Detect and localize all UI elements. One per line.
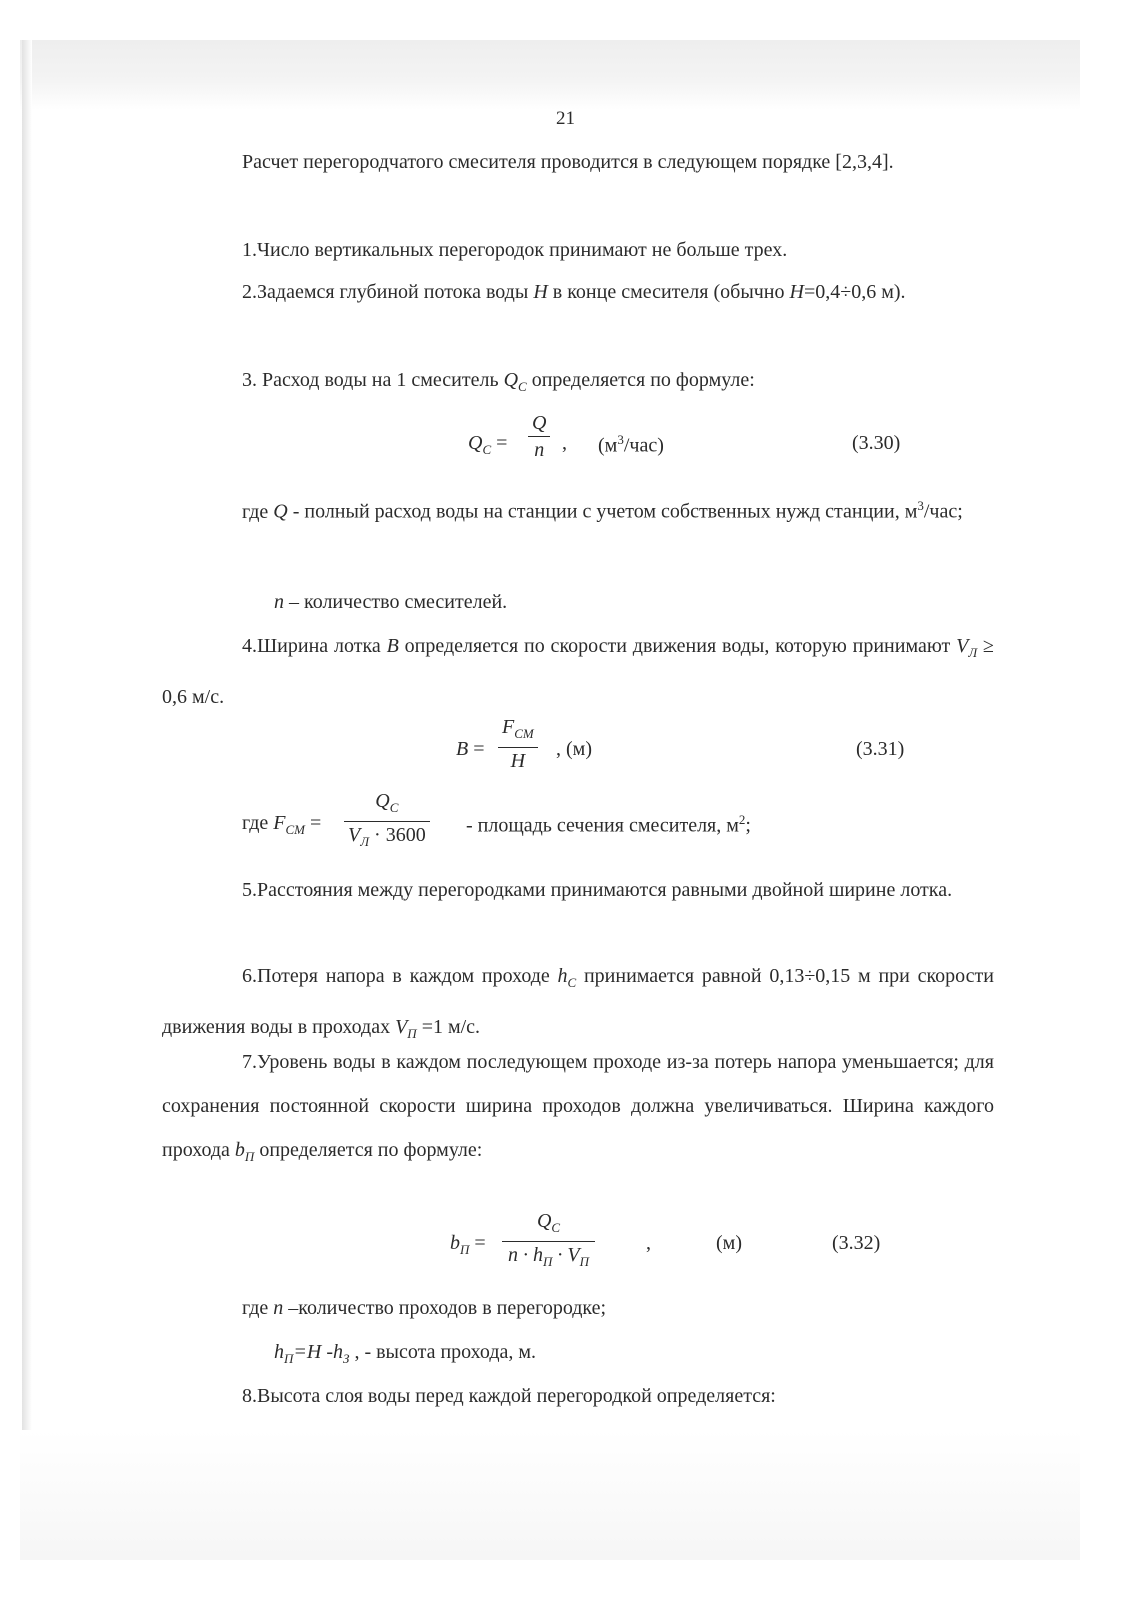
equation-number-3-30: (3.30) <box>852 432 901 454</box>
equation-number-3-31: (3.31) <box>856 738 905 760</box>
paragraph-step-6: 6.Потеря напора в каждом проходе $h_C$ принимается равной 0,13÷0,15 м при скорости движения воды в проходах $V_П =1$ м/с. <box>162 965 994 1041</box>
formula-f-cm-fraction: $Q_C$ $V_Л \cdot 3600$ <box>344 788 430 855</box>
scan-shadow-left <box>22 40 32 1520</box>
page-number: 21 <box>556 108 575 129</box>
formula-3-30-fraction: $\frac{Q}{n}$ <box>528 410 550 463</box>
formula-3-31-fraction: $F_{CM}$ H <box>498 714 538 774</box>
paragraph-h-definition: $h_П=H$ $-h_З$ , - высота прохода, м. <box>274 1341 537 1366</box>
paragraph-step-5: 5.Расстояния между перегородками принимаются равными двойной ширине лотка. <box>242 879 953 901</box>
paragraph-n-definition: n – количество смесителей. <box>274 591 508 613</box>
scan-shadow-top <box>20 40 1080 110</box>
equation-number-3-32: (3.32) <box>832 1232 881 1254</box>
scan-shadow-bottom <box>20 1430 1080 1560</box>
paragraph-intro: Расчет перегородчатого смесителя проводится в следующем порядке [2,3,4]. <box>242 151 894 173</box>
paragraph-step-1: 1.Число вертикальных перегородок принимают не больше трех. <box>242 239 788 261</box>
paragraph-step-4: 4.Ширина лотка B определяется по скорости движения воды, которую принимают $V_Л \ge 0,6$ м/с. <box>162 635 994 708</box>
paragraph-step-3: 3. Расход воды на 1 смеситель $Q_C$ определяется по формуле: <box>242 369 755 394</box>
paragraph-where-330: где Q - полный расход воды на станции с учетом собственных нужд станции, $м^3$/час; <box>242 498 963 523</box>
formula-3-32-fraction: $Q_C$ $n \cdot h_П \cdot V_П$ <box>502 1208 595 1275</box>
paragraph-step-8: 8.Высота слоя воды перед каждой перегородкой определяется: <box>242 1385 776 1407</box>
paragraph-step-2: 2.Задаемся глубиной потока воды H в конце смесителя (обычно H=0,4÷0,6 м). <box>242 281 906 303</box>
paragraph-where-332: где n –количество проходов в перегородке; <box>242 1297 607 1319</box>
paragraph-step-7: 7.Уровень воды в каждом последующем проходе из-за потерь напора уменьшается; для сохранения постоянной скорости ширина проходов должна увеличиваться. Ширина каждого прохода $b_П$ определяется по формуле: <box>162 1051 994 1164</box>
